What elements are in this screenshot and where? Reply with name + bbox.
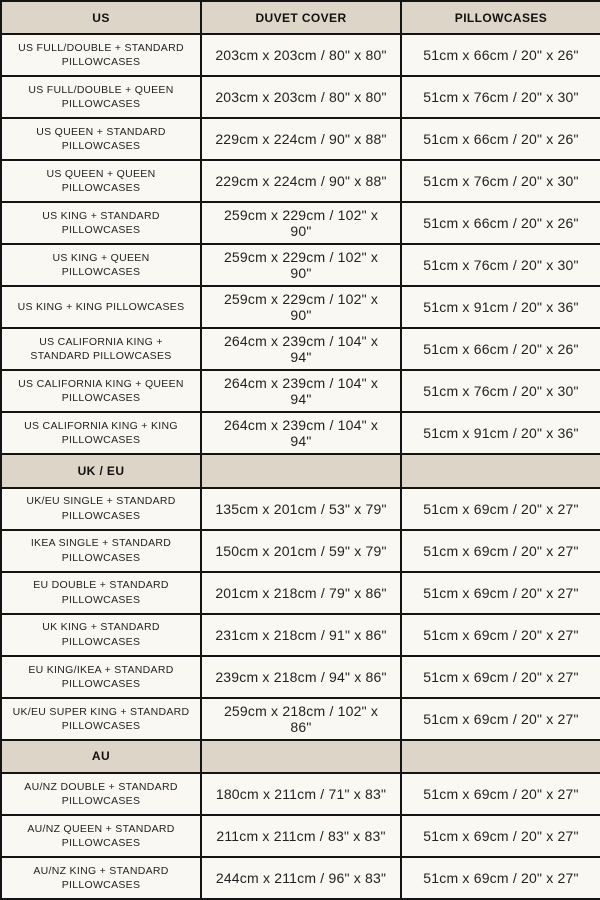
pillowcases-dimensions-cell: 51cm x 76cm / 20" x 30": [401, 160, 600, 202]
size-name-cell: US FULL/DOUBLE + STANDARD PILLOWCASES: [1, 34, 201, 76]
size-name-cell: US KING + KING PILLOWCASES: [1, 286, 201, 328]
pillowcases-dimensions-cell: 51cm x 91cm / 20" x 36": [401, 412, 600, 454]
pillowcases-dimensions-cell: 51cm x 69cm / 20" x 27": [401, 614, 600, 656]
table-row: [1, 160, 600, 202]
pillowcases-dimensions-cell: 51cm x 69cm / 20" x 27": [401, 698, 600, 740]
table-row: [1, 614, 600, 656]
section-header-row: [1, 454, 600, 487]
table-row: [1, 656, 600, 698]
section-label: AU: [1, 740, 201, 773]
pillowcases-dimensions-cell: 51cm x 66cm / 20" x 26": [401, 328, 600, 370]
column-header-duvet-cover: DUVET COVER: [201, 1, 401, 34]
duvet-cover-dimensions-cell: 259cm x 229cm / 102" x 90": [201, 244, 401, 286]
duvet-cover-dimensions-cell: 231cm x 218cm / 91" x 86": [201, 614, 401, 656]
table-row: [1, 370, 600, 412]
table-row: [1, 76, 600, 118]
duvet-cover-dimensions-cell: 259cm x 229cm / 102" x 90": [201, 286, 401, 328]
table-row: [1, 286, 600, 328]
table-row: [1, 488, 600, 530]
pillowcases-dimensions-cell: 51cm x 69cm / 20" x 27": [401, 815, 600, 857]
pillowcases-dimensions-cell: 51cm x 91cm / 20" x 36": [401, 286, 600, 328]
section-empty-cell: [401, 740, 600, 773]
pillowcases-dimensions-cell: 51cm x 66cm / 20" x 26": [401, 202, 600, 244]
duvet-cover-dimensions-cell: 264cm x 239cm / 104" x 94": [201, 328, 401, 370]
duvet-cover-dimensions-cell: 229cm x 224cm / 90" x 88": [201, 160, 401, 202]
duvet-cover-dimensions-cell: 244cm x 211cm / 96" x 83": [201, 857, 401, 899]
table-row: [1, 572, 600, 614]
size-name-cell: US FULL/DOUBLE + QUEEN PILLOWCASES: [1, 76, 201, 118]
size-name-cell: AU/NZ QUEEN + STANDARD PILLOWCASES: [1, 815, 201, 857]
section-label: UK / EU: [1, 454, 201, 487]
section-header-row: [1, 740, 600, 773]
size-name-cell: AU/NZ KING + STANDARD PILLOWCASES: [1, 857, 201, 899]
pillowcases-dimensions-cell: 51cm x 66cm / 20" x 26": [401, 34, 600, 76]
size-name-cell: US QUEEN + STANDARD PILLOWCASES: [1, 118, 201, 160]
size-name-cell: UK/EU SUPER KING + STANDARD PILLOWCASES: [1, 698, 201, 740]
table-row: [1, 530, 600, 572]
duvet-cover-dimensions-cell: 135cm x 201cm / 53" x 79": [201, 488, 401, 530]
table-row: [1, 815, 600, 857]
size-name-cell: US QUEEN + QUEEN PILLOWCASES: [1, 160, 201, 202]
section-empty-cell: [201, 454, 401, 487]
column-header-pillowcases: PILLOWCASES: [401, 1, 600, 34]
duvet-cover-dimensions-cell: 259cm x 218cm / 102" x 86": [201, 698, 401, 740]
table-row: [1, 773, 600, 815]
duvet-cover-dimensions-cell: 203cm x 203cm / 80" x 80": [201, 76, 401, 118]
size-name-cell: AU/NZ DOUBLE + STANDARD PILLOWCASES: [1, 773, 201, 815]
duvet-cover-dimensions-cell: 150cm x 201cm / 59" x 79": [201, 530, 401, 572]
duvet-cover-dimensions-cell: 203cm x 203cm / 80" x 80": [201, 34, 401, 76]
pillowcases-dimensions-cell: 51cm x 69cm / 20" x 27": [401, 773, 600, 815]
pillowcases-dimensions-cell: 51cm x 69cm / 20" x 27": [401, 656, 600, 698]
size-name-cell: US CALIFORNIA KING + STANDARD PILLOWCASES: [1, 328, 201, 370]
table-header-row: [1, 1, 600, 34]
pillowcases-dimensions-cell: 51cm x 76cm / 20" x 30": [401, 370, 600, 412]
table-row: [1, 412, 600, 454]
pillowcases-dimensions-cell: 51cm x 69cm / 20" x 27": [401, 488, 600, 530]
pillowcases-dimensions-cell: 51cm x 69cm / 20" x 27": [401, 572, 600, 614]
size-name-cell: EU DOUBLE + STANDARD PILLOWCASES: [1, 572, 201, 614]
section-empty-cell: [401, 454, 600, 487]
size-name-cell: EU KING/IKEA + STANDARD PILLOWCASES: [1, 656, 201, 698]
duvet-cover-dimensions-cell: 229cm x 224cm / 90" x 88": [201, 118, 401, 160]
table-row: [1, 698, 600, 740]
pillowcases-dimensions-cell: 51cm x 69cm / 20" x 27": [401, 530, 600, 572]
table-row: [1, 857, 600, 899]
duvet-cover-dimensions-cell: 264cm x 239cm / 104" x 94": [201, 412, 401, 454]
pillowcases-dimensions-cell: 51cm x 76cm / 20" x 30": [401, 76, 600, 118]
duvet-cover-dimensions-cell: 264cm x 239cm / 104" x 94": [201, 370, 401, 412]
table-row: [1, 328, 600, 370]
pillowcases-dimensions-cell: 51cm x 76cm / 20" x 30": [401, 244, 600, 286]
size-name-cell: IKEA SINGLE + STANDARD PILLOWCASES: [1, 530, 201, 572]
table-row: [1, 34, 600, 76]
pillowcases-dimensions-cell: 51cm x 66cm / 20" x 26": [401, 118, 600, 160]
duvet-cover-dimensions-cell: 180cm x 211cm / 71" x 83": [201, 773, 401, 815]
size-name-cell: US CALIFORNIA KING + KING PILLOWCASES: [1, 412, 201, 454]
size-name-cell: US CALIFORNIA KING + QUEEN PILLOWCASES: [1, 370, 201, 412]
pillowcases-dimensions-cell: 51cm x 69cm / 20" x 27": [401, 857, 600, 899]
duvet-cover-dimensions-cell: 201cm x 218cm / 79" x 86": [201, 572, 401, 614]
table-row: [1, 244, 600, 286]
duvet-cover-dimensions-cell: 239cm x 218cm / 94" x 86": [201, 656, 401, 698]
size-name-cell: US KING + STANDARD PILLOWCASES: [1, 202, 201, 244]
column-header-us: US: [1, 1, 201, 34]
size-name-cell: US KING + QUEEN PILLOWCASES: [1, 244, 201, 286]
duvet-cover-dimensions-cell: 259cm x 229cm / 102" x 90": [201, 202, 401, 244]
table-row: [1, 118, 600, 160]
duvet-cover-dimensions-cell: 211cm x 211cm / 83" x 83": [201, 815, 401, 857]
size-chart-body: [1, 34, 600, 899]
section-empty-cell: [201, 740, 401, 773]
table-row: [1, 202, 600, 244]
size-name-cell: UK/EU SINGLE + STANDARD PILLOWCASES: [1, 488, 201, 530]
size-name-cell: UK KING + STANDARD PILLOWCASES: [1, 614, 201, 656]
